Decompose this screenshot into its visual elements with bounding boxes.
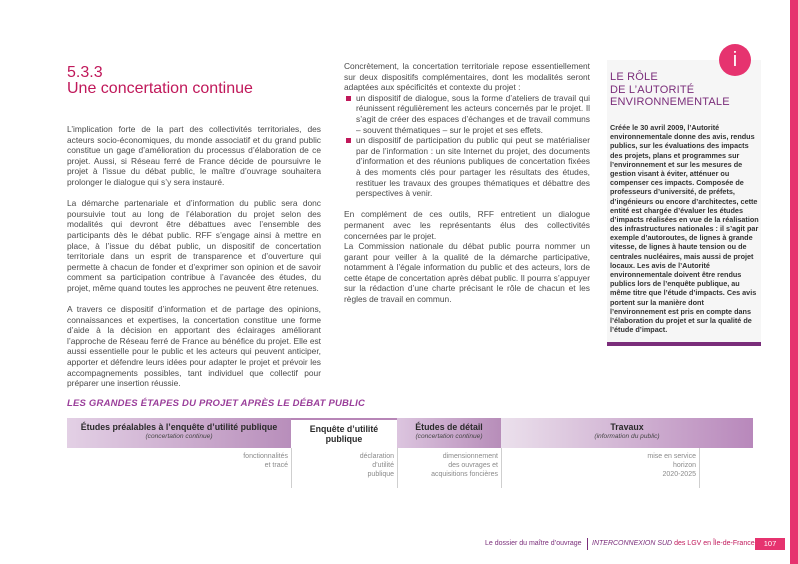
paragraph: Concrètement, la concertation territoriale repose essentiellement sur deux dispositifs complémentaires, dont les modalités seront adaptées aux spécificités et contexte du projet :: [344, 61, 590, 93]
bullet-list: [344, 93, 590, 199]
timeline-separator: [501, 448, 502, 488]
phase-subtitle: (information du public): [594, 433, 660, 440]
milestone-mise-en-service: mise en service horizon 2020-2025: [647, 453, 696, 478]
phase-etudes-detail: [397, 418, 501, 448]
footer-divider: [587, 538, 588, 550]
sidebar-body: Créée le 30 avril 2009, l’Autorité environnementale donne des avis, rendus publics, sur les évaluations des impacts des projets, plans et programmes sur l’environnement et sur les mesures de gestion visant à éviter, atténuer ou compenser ces impacts. Composée de professeurs d’université, de préfets, d’ingénieurs ou encore d’architectes, cette entité est chargée d’évaluer les études d’impacts réalisées en vue de la réalisation des infrastructures nationales : il s’agit par exemple d’autoroutes, de lignes à grande vitesse, de lignes à haute tension ou de centrales nucléaires, mais aussi de projet locaux. Les avis de l’Autorité environnementale doivent être rendus publics lors de l’enquête publique, au même titre que l’étude d’impacts. Ces avis portent sur la manière dont l’environnement est pris en compte dans l’élaboration du projet et sur la qualité de l’étude d’impact.: [610, 123, 759, 335]
paragraph: La Commission nationale du débat public pourra nommer un garant pour veiller à la qualité de la démarche participative, notamment à l’égale information du public et des acteurs, lors de cette étape de concertation après débat public. Il pourra s’appuyer sur la rédaction d’une charte précisant le rôle de chacun et les règles de travail en commun.: [344, 241, 590, 305]
sidebar-title-line: LE RÔLE: [610, 71, 658, 83]
timeline-title: LES GRANDES ÉTAPES DU PROJET APRÈS LE DÉBAT PUBLIC: [67, 398, 366, 409]
footer-doc-title: Le dossier du maître d’ouvrage: [485, 540, 582, 547]
column-1: [67, 124, 321, 399]
section-number: 5.3.3: [67, 64, 103, 81]
timeline-separator: [397, 448, 398, 488]
sidebar-title-line: ENVIRONNEMENTALE: [610, 96, 730, 108]
milestone-dup: déclaration d’utilité publique: [359, 453, 394, 478]
milestone-dimensionnement: dimensionnement des ouvrages et acquisitions foncières: [431, 453, 498, 478]
phase-name: Études préalables à l’enquête d’utilité publique: [80, 422, 278, 432]
paragraph: En complément de ces outils, RFF entretient un dialogue permanent avec les représentants élus des collectivités concernées par le projet.: [344, 209, 590, 241]
footer-project-name: INTERCONNEXION SUD: [592, 540, 673, 547]
column-2: [344, 61, 590, 315]
paragraph: La démarche partenariale et d’information du public sera donc poursuivie tout au long de l’élaboration du projet selon des modalités qui devront être débattues avec l’ensemble des participants dès le débat public. RFF s’engage ainsi à mettre en place, à l’issue du débat public, un dispositif de concertation territoriale dans un esprit de transparence et d’ouverture qui permette à chacun de fonder et d’exprimer son opinion et de savoir comment sa participation contribue à l’avancée des études, du projet, même quand toutes les approches ne peuvent être retenues.: [67, 198, 321, 293]
page-edge-bar: [790, 0, 798, 564]
page-number: 107: [755, 538, 785, 550]
paragraph: A travers ce dispositif d’information et de partage des opinions, connaissances et expertises, la concertation constitue une forme d’aide à la décision en apportant des éclairages améliorant l’approche de Réseau ferré de France au bénéfice du projet. Elle est aussi essentielle pour le public et les acteurs qui peuvent anticiper, apporter et défendre leurs idées pour adapter le projet et prévoir les accompagnements possibles, tant individuel que collectif pour préparer une insertion réussie.: [67, 304, 321, 389]
list-item: un dispositif de participation du public qui peut se matérialiser par de l’information : un site Internet du projet, des documents d’information et des réunions publiques de concertation fixées à des moments clés pour partager les résultats des études, restituer les travaux des groupes thématiques et débattre des perspectives à venir.: [344, 135, 590, 199]
phase-name: Études de détail: [415, 422, 483, 432]
timeline-separator: [699, 448, 700, 488]
paragraph: L’implication forte de la part des collectivités territoriales, des acteurs socio-économiques, du monde associatif et du grand public constitue un gage d’amélioration du processus d’élaboration de ce projet. Aussi, si Réseau ferré de France décide de poursuivre le projet à l’issue du débat public, le maître d’ouvrage souhaitera prolonger le dialogue qui s’y sera instauré.: [67, 124, 321, 187]
milestone-trace: fonctionnalités et tracé: [243, 453, 288, 469]
footer-project: [592, 540, 755, 547]
phase-subtitle: (concertation continue): [145, 433, 213, 440]
sidebar-title: [610, 71, 730, 109]
phase-etudes-prealables: [67, 418, 291, 448]
footer-project-rest: des LGV en Île-de-France: [672, 540, 755, 547]
timeline-separator: [291, 448, 292, 488]
phase-travaux: [501, 418, 753, 448]
list-item: un dispositif de dialogue, sous la forme d’ateliers de travail qui réunissent régulièrement les acteurs concernés par le projet. Il s’agit de créer des espaces d’échanges et de travail communs – souvent thématiques – sur le projet et ses effets.: [344, 93, 590, 135]
sidebar-title-line: DE L’AUTORITÉ: [610, 83, 695, 96]
phase-enquete: [291, 420, 397, 450]
section-title: Une concertation continue: [67, 80, 253, 97]
phase-subtitle: (concertation continue): [415, 433, 483, 440]
info-badge: i: [719, 44, 751, 76]
phase-name: Travaux: [610, 422, 644, 432]
phase-name: Enquête d’utilité publique: [309, 424, 379, 444]
